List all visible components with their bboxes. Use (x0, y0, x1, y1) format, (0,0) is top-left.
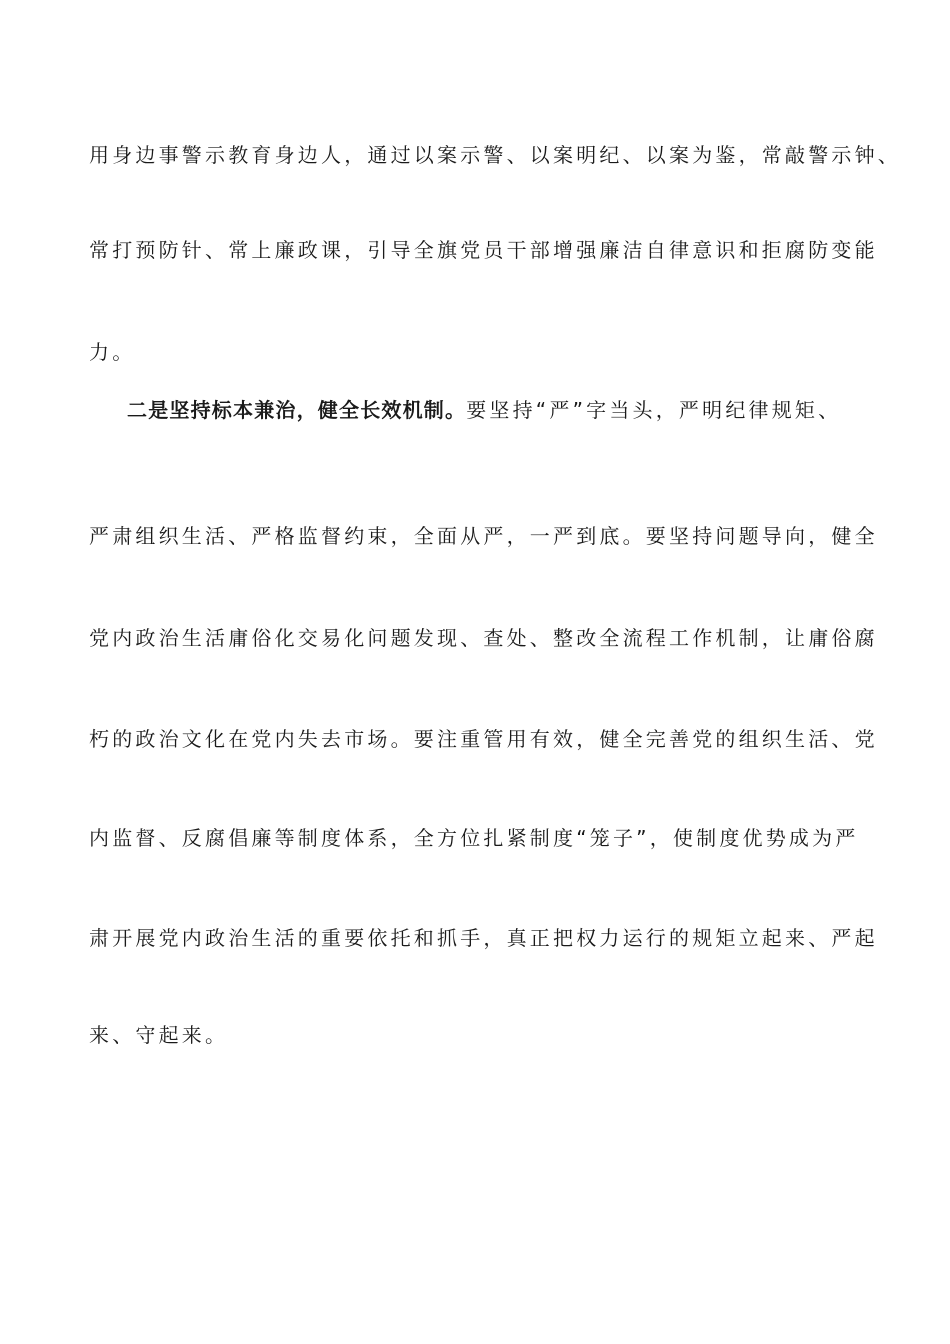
paragraph-line: 力。 (89, 340, 136, 364)
paragraph-line: 来、守起来。 (89, 1023, 229, 1047)
paragraph-line: 常打预防针、常上廉政课，引导全旗党员干部增强廉洁自律意识和拒腐防变能 (89, 238, 878, 262)
paragraph-line: 内监督、反腐倡廉等制度体系，全方位扎紧制度“笼子”，使制度优势成为严 (89, 826, 859, 850)
section-heading: 二是坚持标本兼治，健全长效机制。 (127, 398, 467, 422)
paragraph-line: 朽的政治文化在党内失去市场。要注重管用有效，健全完善党的组织生活、党 (89, 727, 878, 751)
paragraph-first-line (127, 398, 841, 422)
paragraph-line: 严肃组织生活、严格监督约束，全面从严，一严到底。要坚持问题导向，健全 (89, 524, 878, 548)
paragraph-text: 要坚持“严”字当头，严明纪律规矩、 (466, 398, 842, 422)
paragraph-line: 肃开展党内政治生活的重要依托和抓手，真正把权力运行的规矩立起来、严起 (89, 926, 878, 950)
paragraph-line: 党内政治生活庸俗化交易化问题发现、查处、整改全流程工作机制，让庸俗腐 (89, 626, 878, 650)
paragraph-line: 用身边事警示教育身边人，通过以案示警、以案明纪、以案为鉴，常敲警示钟、 (89, 143, 901, 167)
